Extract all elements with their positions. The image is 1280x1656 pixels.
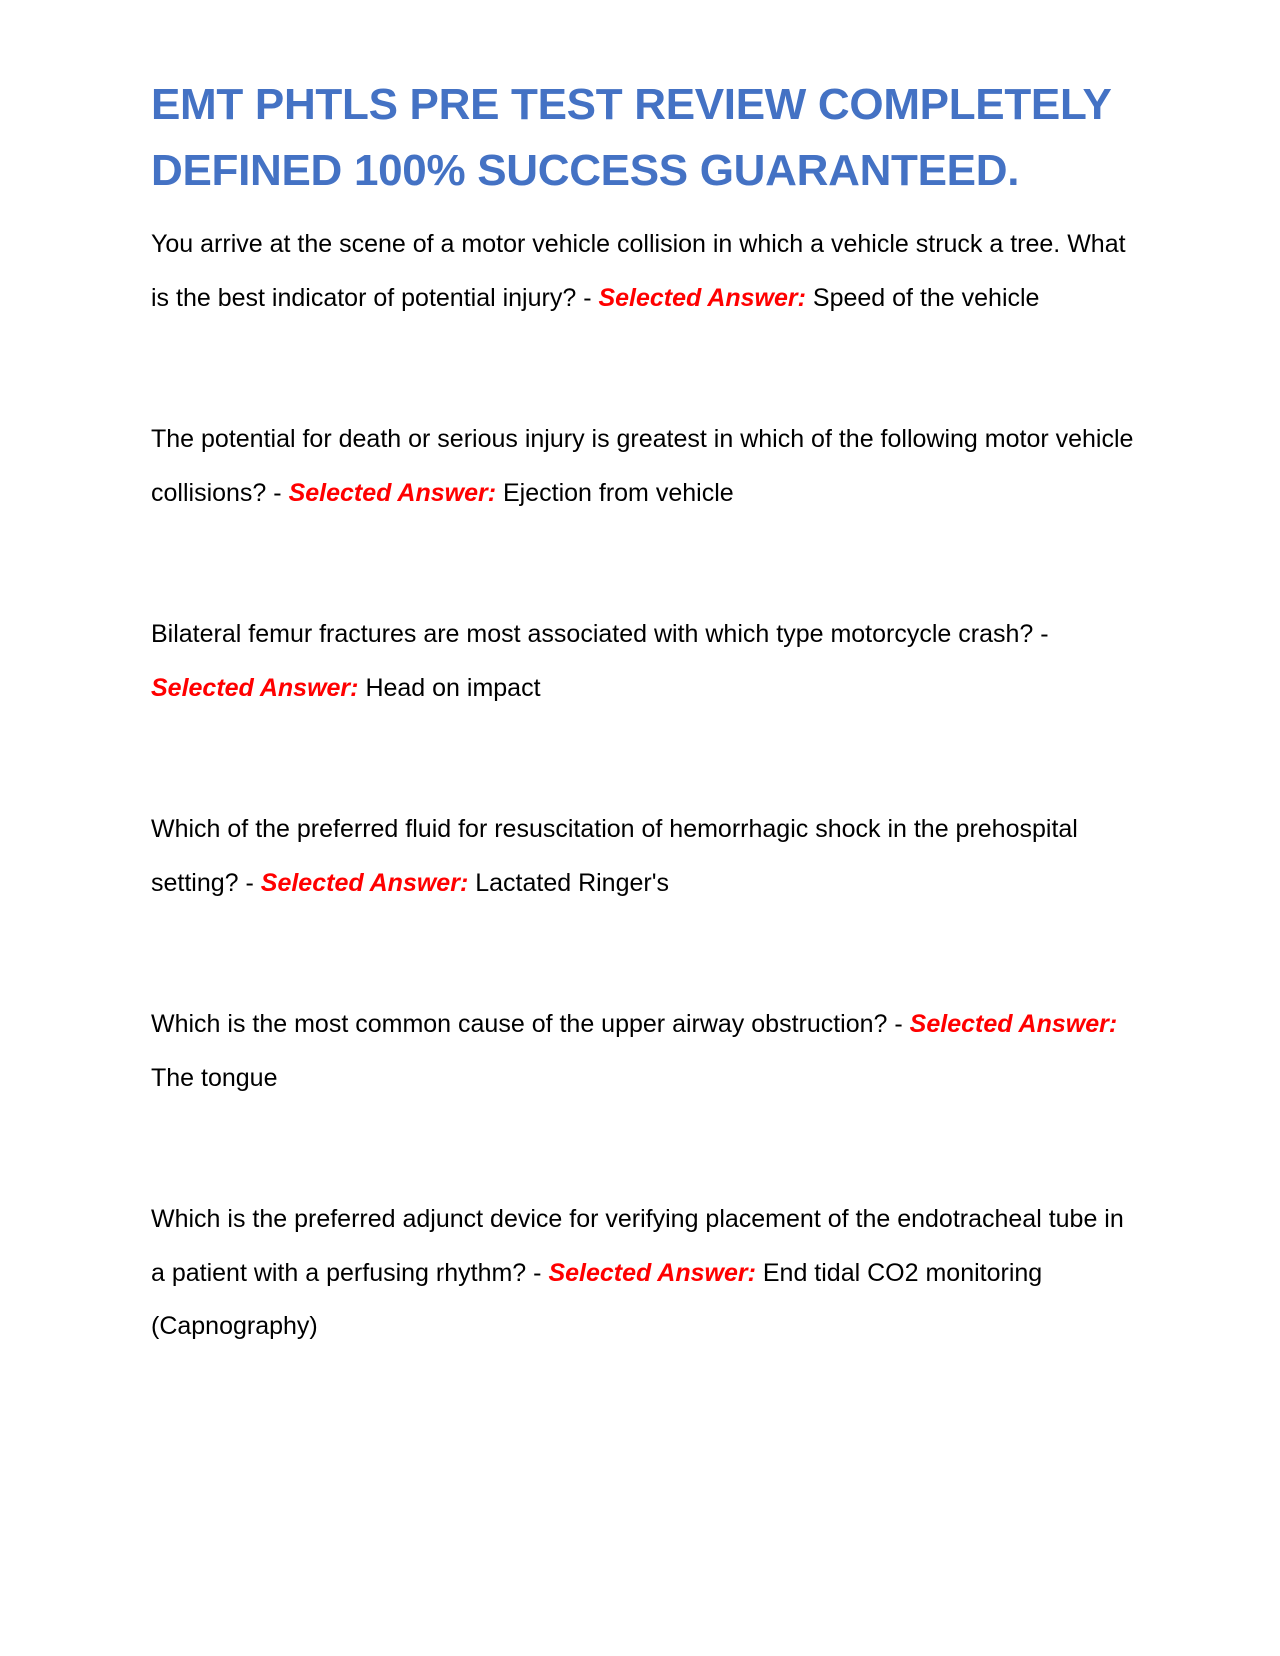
question-text: Which is the most common cause of the upper airway obstruction? — [151, 1010, 888, 1038]
separator: - — [887, 1010, 910, 1038]
selected-answer-label: Selected Answer: — [598, 283, 806, 312]
qa-item-2 — [151, 413, 1141, 520]
question-text: Which is the preferred adjunct device for verifying placement of the endotracheal tube in a patient with a perfusing rhythm? — [151, 1205, 1124, 1287]
document-page — [151, 72, 1141, 1442]
answer-text: Speed of the vehicle — [812, 283, 1040, 312]
answer-text: Ejection from vehicle — [503, 478, 734, 507]
qa-item-4 — [151, 803, 1141, 910]
question-text: Which of the preferred fluid for resuscitation of hemorrhagic shock in the prehospital setting? — [151, 815, 1078, 897]
selected-answer-label: Selected Answer: — [288, 478, 497, 507]
selected-answer-label: Selected Answer: — [151, 673, 359, 702]
question-text: You arrive at the scene of a motor vehicle collision in which a vehicle struck a tree. What is the best indicator of potential injury? — [151, 230, 1126, 312]
separator: - — [238, 868, 261, 897]
separator: - — [266, 478, 289, 507]
document-title: EMT PHTLS PRE TEST REVIEW COMPLETELY DEFINED 100% SUCCESS GUARANTEED. — [151, 80, 1111, 195]
separator: - — [526, 1258, 549, 1287]
answer-text: Head on impact — [365, 673, 541, 702]
qa-item-5 — [151, 998, 1141, 1105]
answer-text: The tongue — [151, 1063, 278, 1092]
answer-text: Lactated Ringer's — [475, 868, 669, 897]
selected-answer-label: Selected Answer: — [909, 1010, 1118, 1038]
separator: - — [576, 283, 599, 312]
question-text: The potential for death or serious injury is greatest in which of the following motor vehicle collisions? — [151, 425, 1134, 507]
selected-answer-label: Selected Answer: — [260, 868, 469, 897]
question-text: Bilateral femur fractures are most associated with which type motorcycle crash? — [151, 620, 1034, 648]
qa-item-1 — [151, 218, 1141, 325]
separator: - — [1033, 620, 1049, 648]
qa-item-3 — [151, 608, 1141, 715]
answer-text: End tidal CO2 monitoring (Capnography) — [151, 1258, 1043, 1340]
qa-item-6 — [151, 1193, 1141, 1354]
selected-answer-label: Selected Answer: — [548, 1258, 756, 1287]
